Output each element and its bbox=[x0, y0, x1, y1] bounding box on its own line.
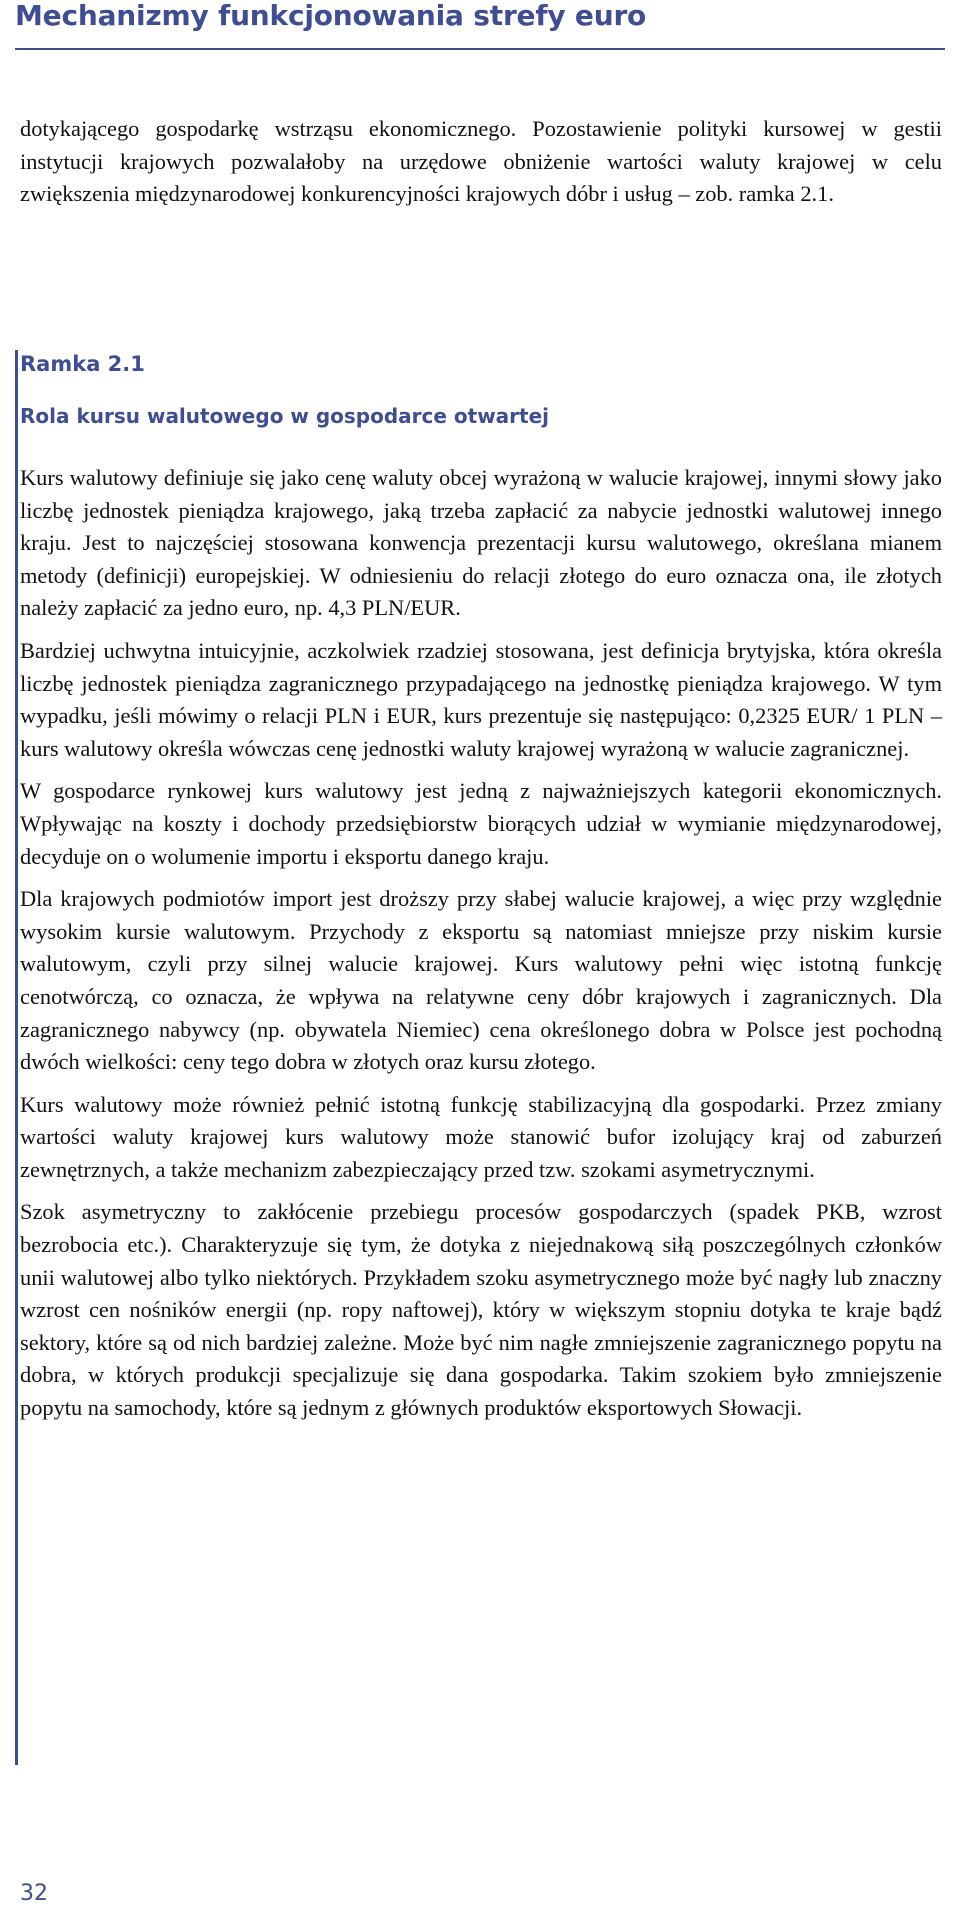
page-header-title: Mechanizmy funkcjonowania strefy euro bbox=[15, 0, 647, 32]
header-divider bbox=[15, 48, 945, 50]
box-paragraph: W gospodarce rynkowej kurs walutowy jest jedną z najważniejszych kategorii ekonomicznych. Wpływając na koszty i dochody przedsiębiorstw biorących udział w wymianie międzynarodowej, decyduje on o wolumenie importu i eksportu danego kraju. bbox=[20, 778, 942, 869]
box-paragraph: Dla krajowych podmiotów import jest droższy przy słabej walucie krajowej, a więc przy względnie wysokim kursie walutowym. Przychody z eksportu są natomiast mniejsze przy niskim kursie walutowym, czyli przy silnej walucie krajowej. Kurs walutowy pełni więc istotną funkcję cenotwórczą, co oznacza, że wpływa na relatywne ceny dóbr krajowych i zagranicznych. Dla zagranicznego nabywcy (np. obywatela Niemiec) cena określonego dobra w Polsce jest pochodną dwóch wielkości: ceny tego dobra w złotych oraz kursu złotego. bbox=[20, 886, 942, 1075]
box-paragraph: Kurs walutowy może również pełnić istotną funkcję stabilizacyjną dla gospodarki. Przez zmiany wartości waluty krajowej kurs walutowy może stanowić bufor izolujący kraj od zaburzeń zewnętrznych, a także mechanizm zabezpieczający przed tzw. szokami asymetrycznymi. bbox=[20, 1091, 942, 1182]
box-side-rule bbox=[15, 350, 18, 1765]
box-paragraph: Kurs walutowy definiuje się jako cenę waluty obcej wyrażoną w walucie krajowej, innymi słowy jako liczbę jednostek pieniądza krajowego, jaką trzeba zapłacić za nabycie jednostki walutowej innego kraju. Jest to najczęściej stosowana konwencja prezentacji kursu walutowego, określana mianem metody (definicji) europejskiej. W odniesieniu do relacji złotego do euro oznacza ona, ile złotych należy zapłacić za jedno euro, np. 4,3 PLN/EUR. bbox=[20, 465, 942, 621]
page-number: 32 bbox=[20, 1881, 48, 1906]
box-paragraph: Szok asymetryczny to zakłócenie przebiegu procesów gospodarczych (spadek PKB, wzrost bezrobocia etc.). Charakteryzuje się tym, że dotyka z niejednakową siłą poszczególnych członków unii walutowej albo tylko niektórych. Przykładem szoku asymetrycznego może być nagły lub znaczny wzrost cen nośników energii (np. ropy naftowej), który w większym stopniu dotyka te kraje bądź sektory, które są od nich bardziej zależne. Może być nim nagłe zmniejszenie zagranicznego popytu na dobra, w których produkcji specjalizuje się dana gospodarka. Takim szokiem było zmniejszenie popytu na samochody, które są jednym z głównych produktów eksportowych Słowacji. bbox=[20, 1199, 942, 1421]
box-title: Rola kursu walutowego w gospodarce otwartej bbox=[20, 404, 550, 428]
intro-paragraph: dotykającego gospodarkę wstrząsu ekonomicznego. Pozostawienie polityki kursowej w gestii instytucji krajowych pozwalałoby na urzędowe obniżenie wartości waluty krajowej w celu zwiększenia międzynarodowej konkurencyjności krajowych dóbr i usług – zob. ramka 2.1. bbox=[20, 116, 942, 207]
box-label: Ramka 2.1 bbox=[20, 352, 145, 376]
box-body bbox=[20, 462, 942, 1435]
box-paragraph: Bardziej uchwytna intuicyjnie, aczkolwiek rzadziej stosowana, jest definicja brytyjska, która określa liczbę jednostek pieniądza zagranicznego przypadającego na jednostkę pieniądza krajowego. W tym wypadku, jeśli mówimy o relacji PLN i EUR, kurs prezentuje się następująco: 0,2325 EUR/ 1 PLN – kurs walutowy określa wówczas cenę jednostki waluty krajowej wyrażoną w walucie zagranicznej. bbox=[20, 637, 942, 761]
